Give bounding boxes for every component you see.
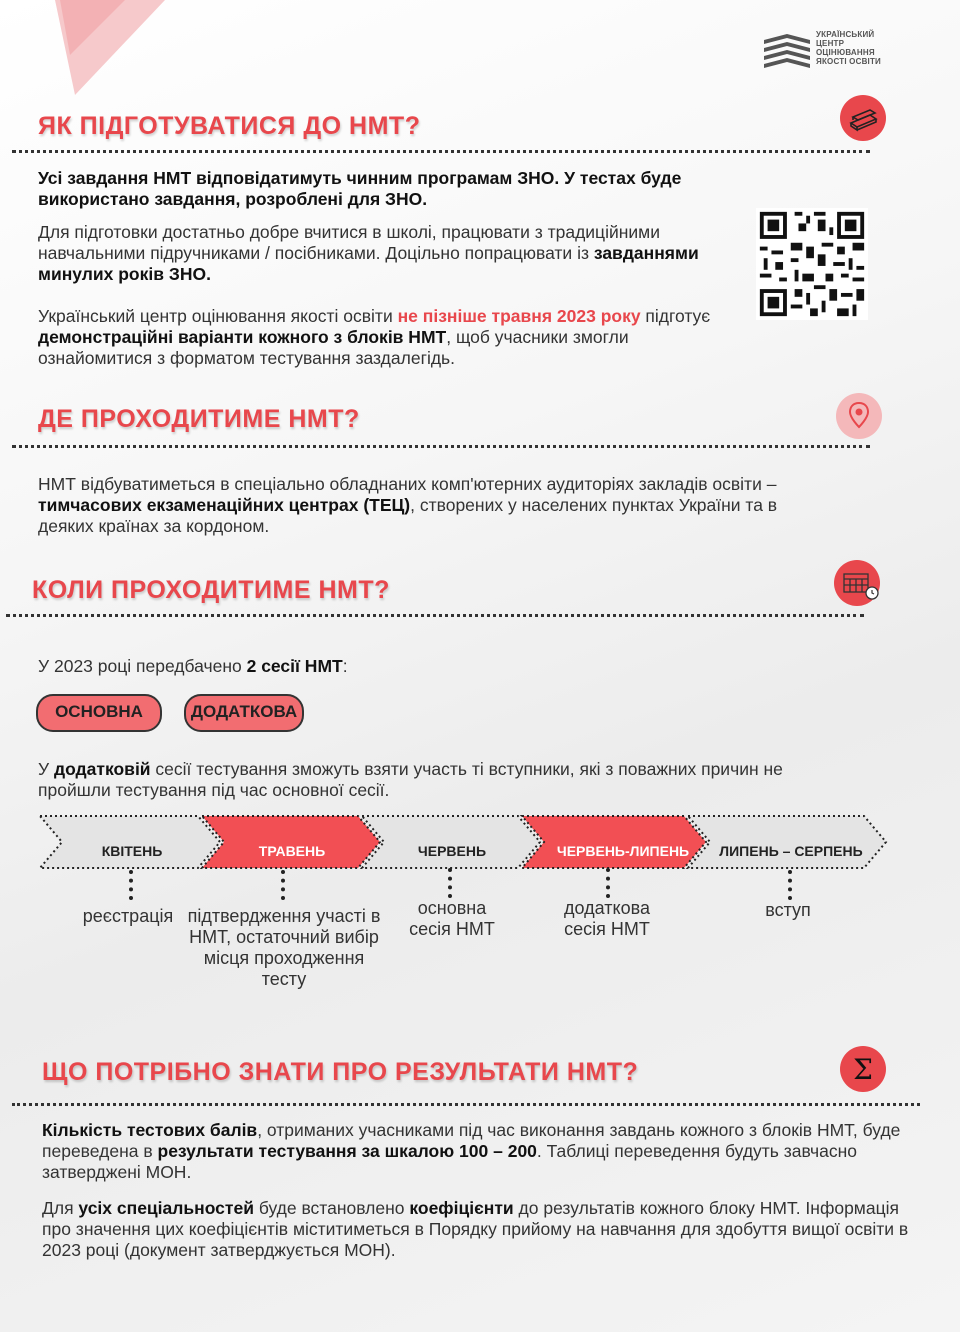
results-paragraph-2: Для усіх спеціальностей буде встановлено коефіцієнти до результатів кожного блоку НМТ. Інформація про значення цих коефіцієнтів міститиметься в Порядку прийому на навчання для здобуття вищої освіти в 2023 році (документ затверджується МОН). xyxy=(42,1198,909,1260)
timeline-label-june-july: ЧЕРВЕНЬ-ЛИПЕНЬ xyxy=(556,843,690,859)
section-title-results: ЩО ПОТРІБНО ЗНАТИ ПРО РЕЗУЛЬТАТИ НМТ? xyxy=(42,1058,639,1086)
section-title-preparation: ЯК ПІДГОТУВАТИСЯ ДО НМТ? xyxy=(38,112,421,140)
ucoyo-logo-mark-icon xyxy=(762,30,812,74)
qr-code[interactable] xyxy=(756,208,868,320)
timeline-arrow-2 xyxy=(202,816,380,868)
sessions-intro: У 2023 році передбачено 2 сесії НМТ: xyxy=(38,656,348,676)
map-pin-icon xyxy=(836,393,882,439)
timeline-label-april: КВІТЕНЬ xyxy=(101,843,163,859)
preparation-paragraph-2: Для підготовки достатньо добре вчитися в школі, працювати з традиційними навчальними підручниками / посібниками. Доцільно попрацювати із завданнями минулих років ЗНО. xyxy=(38,222,699,284)
pill-additional-session: ДОДАТКОВА xyxy=(184,694,304,732)
timeline-label-july-august: ЛИПЕНЬ – СЕРПЕНЬ xyxy=(719,843,863,859)
section-title-when: КОЛИ ПРОХОДИТИМЕ НМТ? xyxy=(32,576,390,604)
timeline-connector xyxy=(448,868,452,898)
sigma-icon xyxy=(840,1046,886,1092)
timeline-arrows xyxy=(38,812,898,872)
additional-session-paragraph: У додатковій сесії тестування зможуть взяти участь ті вступники, які з поважних причин не пройшли тестування під час основної сесії. xyxy=(38,759,783,800)
pill-main-session: ОСНОВНА xyxy=(36,694,162,732)
timeline-desc-april: реєстрація xyxy=(82,906,174,926)
svg-text:Σ: Σ xyxy=(853,1053,873,1086)
corner-decoration xyxy=(0,0,170,100)
section-divider xyxy=(6,614,864,617)
calendar-icon xyxy=(834,560,880,606)
ucoyo-logo xyxy=(762,28,892,76)
timeline-connector xyxy=(129,870,133,900)
timeline-arrow-1 xyxy=(40,816,220,868)
timeline-desc-may: підтвердження участі в НМТ, остаточний вибір місця проходження тесту xyxy=(187,906,381,989)
preparation-paragraph-1: Усі завдання НМТ відповідатимуть чинним програмам ЗНО. У тестах буде використано завдання, розроблені для ЗНО. xyxy=(38,168,682,209)
section-divider xyxy=(12,150,870,153)
timeline-label-may: ТРАВЕНЬ xyxy=(258,843,326,859)
timeline-desc-june-july: додаткова сесія НМТ xyxy=(564,898,650,939)
section-divider xyxy=(12,445,870,448)
timeline-desc-july-august: вступ xyxy=(765,900,811,920)
logo-text: УКРАЇНСЬКИЙ ЦЕНТР ОЦІНЮВАННЯ ЯКОСТІ ОСВІТИ xyxy=(816,30,882,66)
timeline-arrow-5 xyxy=(688,816,886,868)
timeline-desc-june: основна сесія НМТ xyxy=(409,898,495,939)
timeline-connector xyxy=(788,870,792,900)
results-paragraph-1: Кількість тестових балів, отриманих учасниками під час виконання завдань кожного з блоків НМТ, буде переведена в результати тестування за шкалою 100 – 200. Таблиці переведення будуть завчасно затверджені МОН. xyxy=(42,1120,901,1182)
timeline-connector xyxy=(281,870,285,900)
timeline-label-june: ЧЕРВЕНЬ xyxy=(417,843,487,859)
timeline-arrow-4 xyxy=(522,816,706,868)
location-paragraph: НМТ відбуватиметься в спеціально обладнаних комп'ютерних аудиторіях закладів освіти – тимчасових екзаменаційних центрах (ТЕЦ), створених у населених пунктах України та в деяких країнах за кордоном. xyxy=(38,474,778,536)
section-title-location: ДЕ ПРОХОДИТИМЕ НМТ? xyxy=(38,405,360,433)
books-icon xyxy=(840,95,886,141)
preparation-paragraph-3: Український центр оцінювання якості освіти не пізніше травня 2023 року підготує демонстраційні варіанти кожного з блоків НМТ, щоб учасники змогли ознайомитися з форматом тестування заздалегідь. xyxy=(38,306,711,368)
timeline-arrow-3 xyxy=(362,816,540,868)
timeline-connector xyxy=(606,868,610,898)
section-divider xyxy=(12,1103,920,1106)
